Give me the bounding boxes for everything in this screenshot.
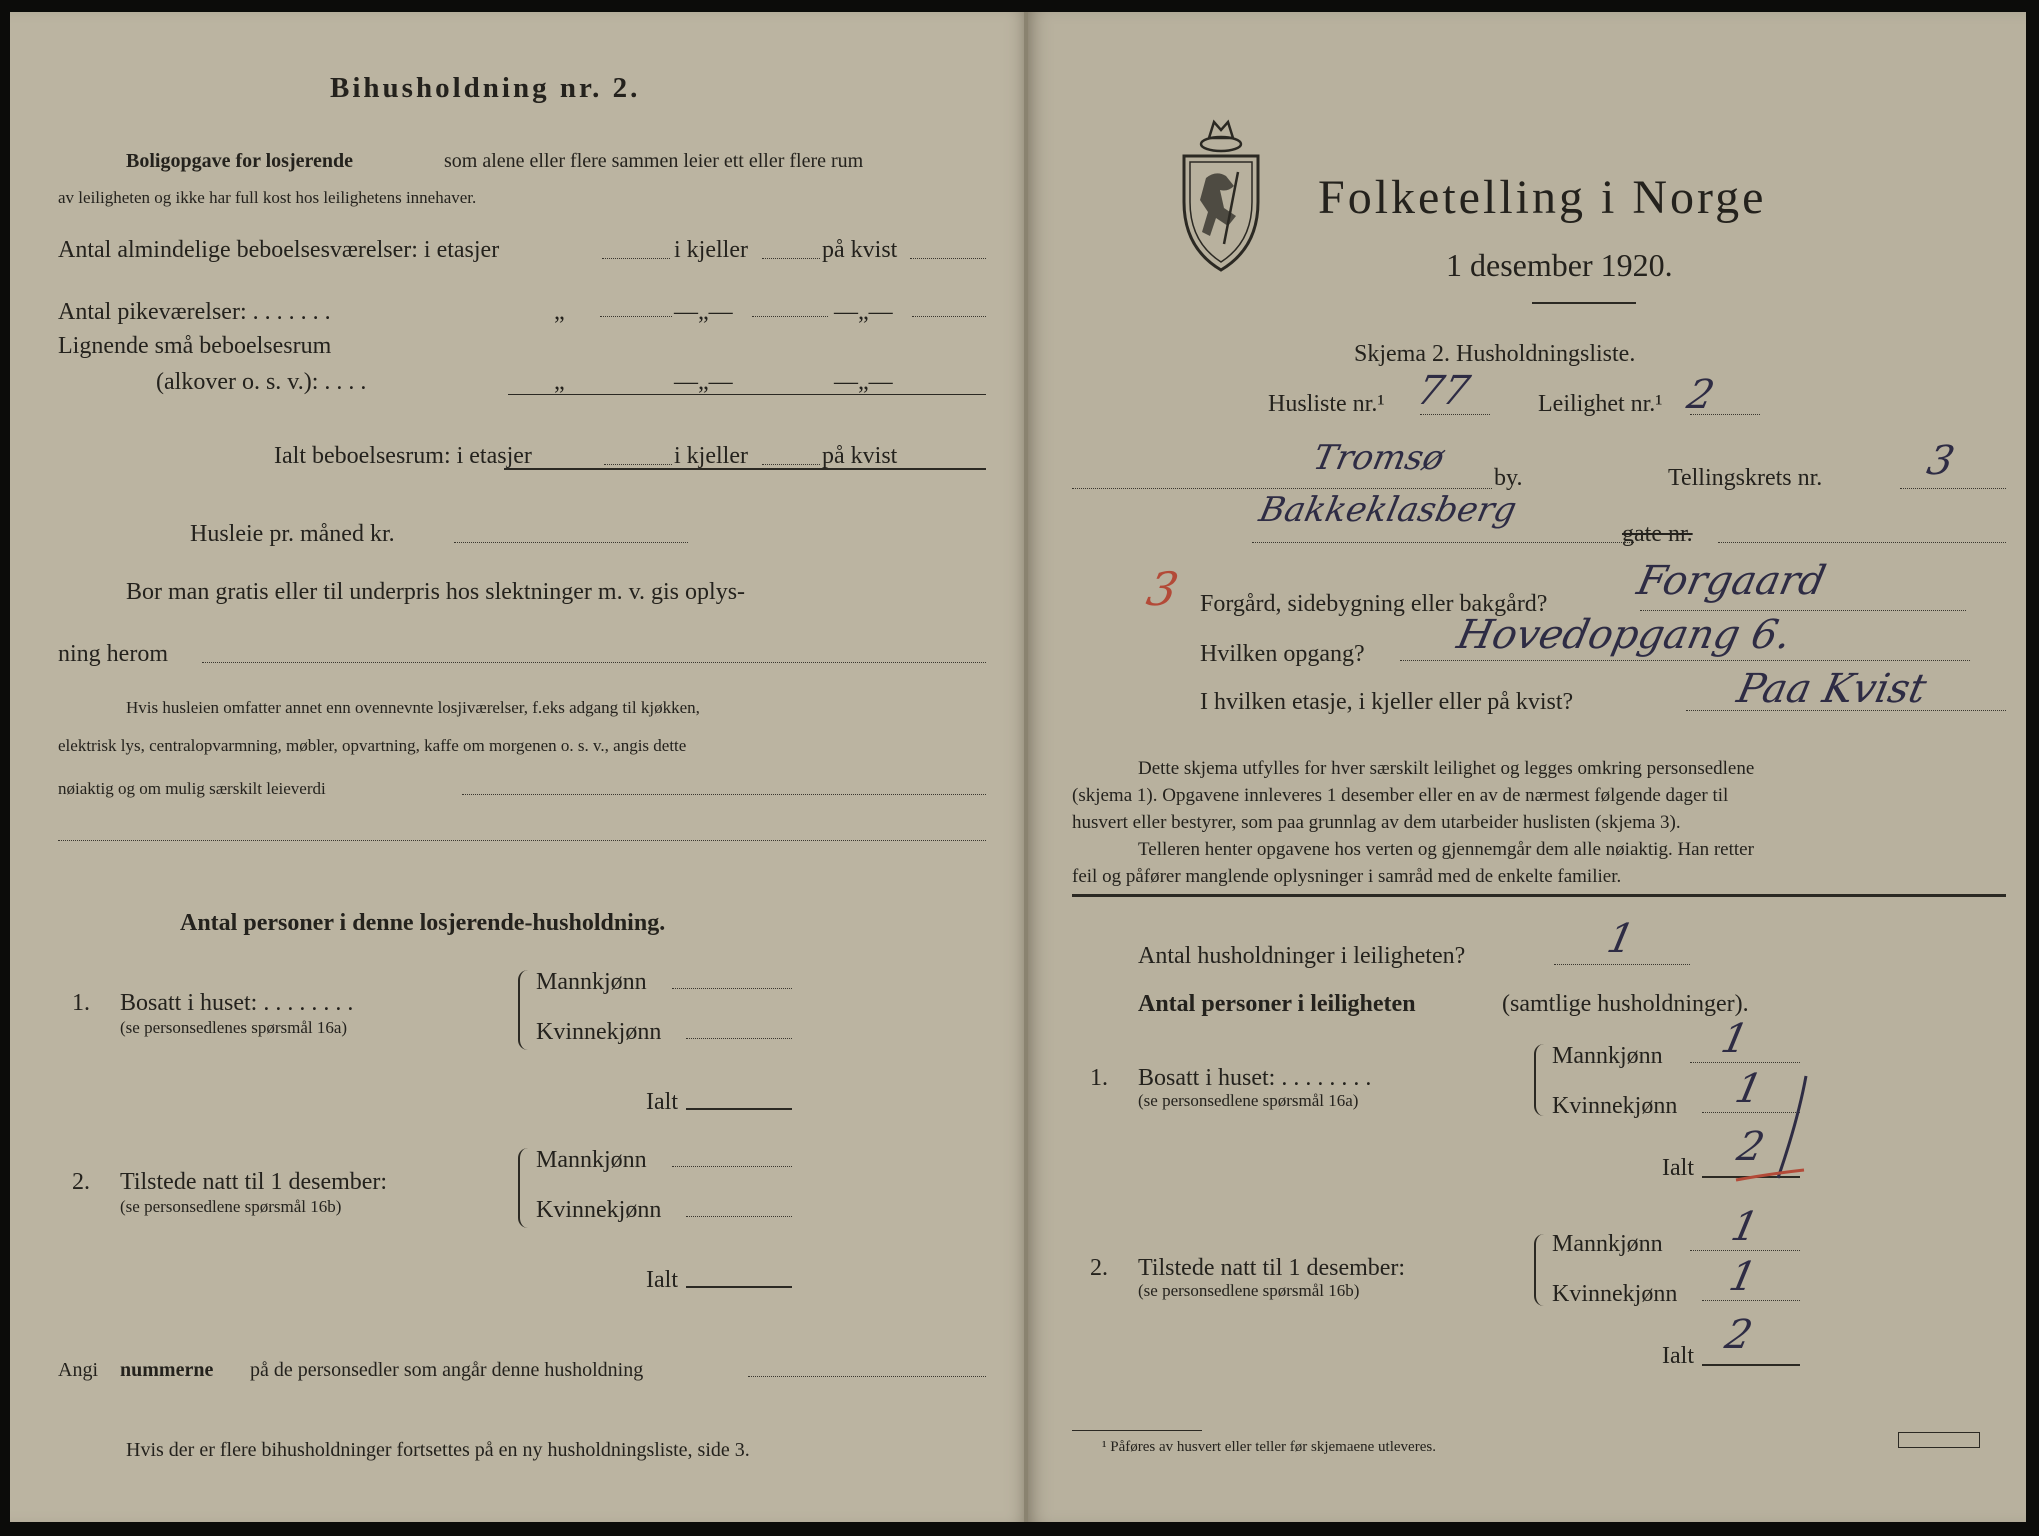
pike-line-2 [752, 316, 828, 317]
right-q2-mann-value: 1 [1727, 1204, 1763, 1250]
krets-line [1900, 488, 2006, 489]
left-q2-ialt: Ialt [646, 1267, 678, 1293]
left-q2-label: Tilstede natt til 1 desember: [120, 1169, 388, 1195]
left-q1-sub: (se personsedlenes spørsmål 16a) [120, 1018, 348, 1037]
gate-line [1252, 542, 1634, 543]
angi-bold: nummerne [120, 1359, 214, 1381]
ialt-label: Ialt beboelsesrum: i etasjer [274, 443, 532, 469]
hush-value: 1 [1603, 916, 1639, 962]
pike-label: Antal pikeværelser: . . . . . . . [58, 299, 331, 325]
left-q2-ialt-line [686, 1286, 792, 1288]
ialt-underline [504, 468, 986, 470]
skjema-label: Skjema 2. Husholdningsliste. [1354, 341, 1636, 367]
left-q1-kvinne: Kvinnekjønn [536, 1019, 662, 1045]
left-q2-kvinne: Kvinnekjønn [536, 1197, 662, 1223]
etasje-value: Paa Kvist [1733, 666, 1931, 712]
footnote-rule [1072, 1430, 1202, 1431]
husliste-label: Husliste nr.¹ [1268, 391, 1385, 417]
left-q1-label: Bosatt i huset: . . . . . . . . [120, 990, 354, 1016]
right-q2-mann-line [1690, 1250, 1800, 1251]
leilighet-label: Leilighet nr.¹ [1538, 391, 1663, 417]
rooms-kvist: på kvist [822, 237, 898, 263]
alkover-ditto-2: —„— [674, 369, 733, 395]
left-q1-num: 1. [72, 990, 90, 1016]
right-q2-num: 2. [1090, 1255, 1108, 1281]
right-q1-mann-value: 1 [1717, 1016, 1753, 1062]
forgaard-line [1640, 610, 1966, 611]
check-mark-icon [1728, 1070, 1818, 1190]
gratis-line [202, 662, 986, 663]
coat-of-arms-icon [1176, 116, 1266, 276]
instruction-3: husvert eller bestyrer, som paa grunnlag av dem utarbeider huslisten (skjema 3). [1072, 812, 1681, 833]
right-q2-brace [1534, 1234, 1548, 1306]
census-form-spread [10, 12, 2026, 1522]
opgang-value: Hovedopgang 6. [1453, 612, 1796, 658]
rooms-kvist-line [910, 258, 986, 259]
right-q2-label: Tilstede natt til 1 desember: [1138, 1255, 1406, 1281]
gratis-line2: ning herom [58, 641, 168, 667]
omfatter-line3: nøiaktig og om mulig særskilt leieverdi [58, 779, 326, 798]
ialt-kjeller-line [762, 464, 820, 465]
gate-line-2 [1718, 542, 2006, 543]
alkover-ditto-3: —„— [834, 369, 893, 395]
right-q2-kvinne-value: 1 [1725, 1254, 1761, 1300]
by-value: Tromsø [1309, 438, 1448, 478]
right-q2-kvinne-line [1702, 1300, 1800, 1301]
right-q1-mann: Mannkjønn [1552, 1043, 1663, 1069]
rooms-label: Antal almindelige beboelsesværelser: i etasjer [58, 237, 500, 263]
right-q1-num: 1. [1090, 1065, 1108, 1091]
rooms-etasjer-line [602, 258, 670, 259]
husleie-line [454, 542, 688, 543]
ialt-kvist: på kvist [822, 443, 898, 469]
left-q1-brace [518, 970, 532, 1050]
right-q1-sub: (se personsedlene spørsmål 16a) [1138, 1091, 1359, 1110]
gate-label: gate nr. [1622, 521, 1693, 547]
margin-mark: 3 [1142, 562, 1184, 616]
right-q2-kvinne: Kvinnekjønn [1552, 1281, 1678, 1307]
alkover-underline [508, 394, 986, 395]
intro-line2: av leiligheten og ikke har full kost hos leilighetens innehaver. [58, 188, 477, 207]
right-q1-label: Bosatt i huset: . . . . . . . . [1138, 1065, 1372, 1091]
right-q2-sub: (se personsedlene spørsmål 16b) [1138, 1281, 1360, 1300]
instruction-5: feil og påfører manglende oplysninger i samråd med de enkelte familier. [1072, 866, 1622, 887]
footnote: ¹ Påføres av husvert eller teller før skjemaene utleveres. [1102, 1439, 1436, 1455]
forgaard-label: Forgård, sidebygning eller bakgård? [1200, 591, 1548, 617]
by-label: by. [1494, 465, 1523, 491]
by-line [1072, 488, 1492, 489]
left-q2-sub: (se personsedlene spørsmål 16b) [120, 1197, 342, 1216]
leilighet-line [1690, 414, 1760, 415]
left-q1-kvinne-line [686, 1038, 792, 1039]
pike-ditto-2: —„— [674, 299, 733, 325]
intro-rest: som alene eller flere sammen leier ett eller flere rum [444, 150, 864, 172]
right-q1-mann-line [1690, 1062, 1800, 1063]
left-q1-ialt: Ialt [646, 1089, 678, 1115]
right-q1-kvinne: Kvinnekjønn [1552, 1093, 1678, 1119]
angi-pre: Angi [58, 1359, 98, 1381]
left-q1-mann: Mannkjønn [536, 969, 647, 995]
intro-bold: Boligopgave for losjerende [126, 150, 354, 172]
husleie-label: Husleie pr. måned kr. [190, 521, 395, 547]
left-page [10, 12, 1026, 1522]
left-persons-heading: Antal personer i denne losjerende-husholdning. [180, 910, 666, 936]
angi-post: på de personsedler som angår denne husholdning [250, 1359, 644, 1381]
hush-line [1554, 964, 1690, 965]
opgang-line [1400, 660, 1970, 661]
right-q2-ialt-value: 2 [1721, 1312, 1757, 1358]
section-rule [1072, 894, 2006, 897]
husliste-line [1420, 414, 1490, 415]
right-q1-brace [1534, 1044, 1548, 1116]
leilighet-value: 2 [1683, 372, 1719, 418]
etasje-line [1686, 710, 2006, 711]
lignende-label: Lignende små beboelsesrum [58, 333, 332, 359]
pike-ditto-3: —„— [834, 299, 893, 325]
rooms-kjeller: i kjeller [674, 237, 748, 263]
alkover-ditto: „ [554, 369, 565, 395]
left-q2-brace [518, 1148, 532, 1228]
gratis-line1: Bor man gratis eller til underpris hos slektninger m. v. gis oplys- [126, 579, 746, 605]
right-q2-ialt-line [1702, 1364, 1800, 1366]
date-underline [1532, 302, 1636, 304]
left-q2-kvinne-line [686, 1216, 792, 1217]
right-q1-ialt-value: 2 [1733, 1124, 1769, 1170]
persons-rest: (samtlige husholdninger). [1502, 991, 1749, 1017]
omfatter-line1: Hvis husleien omfatter annet enn ovennevnte losjiværelser, f.eks adgang til kjøkken, [126, 698, 700, 717]
krets-value: 3 [1923, 438, 1959, 484]
forgaard-value: Forgaard [1633, 558, 1830, 604]
printer-stamp [1898, 1432, 1980, 1448]
angi-line [748, 1376, 986, 1377]
pike-line-1 [600, 316, 672, 317]
hush-label: Antal husholdninger i leiligheten? [1138, 943, 1466, 969]
leieverdi-line [462, 794, 986, 795]
pike-ditto: „ [554, 299, 565, 325]
opgang-label: Hvilken opgang? [1200, 641, 1365, 667]
ialt-kjeller: i kjeller [674, 443, 748, 469]
right-page [1028, 12, 2026, 1522]
left-q1-ialt-line [686, 1108, 792, 1110]
right-q1-kvinne-value: 1 [1731, 1066, 1767, 1112]
left-q1-mann-line [672, 988, 792, 989]
krets-label: Tellingskrets nr. [1668, 465, 1823, 491]
right-q2-mann: Mannkjønn [1552, 1231, 1663, 1257]
right-q2-ialt: Ialt [1662, 1343, 1694, 1369]
left-q2-mann: Mannkjønn [536, 1147, 647, 1173]
instruction-2: (skjema 1). Opgavene innleveres 1 desember eller en av de nærmest følgende dager til [1072, 785, 1729, 806]
husliste-value: 77 [1413, 368, 1474, 414]
alkover-label: (alkover o. s. v.): . . . . [156, 369, 367, 395]
etasje-label: I hvilken etasje, i kjeller eller på kvist? [1200, 689, 1574, 715]
ialt-etasjer-line [604, 464, 672, 465]
persons-bold: Antal personer i leiligheten [1138, 991, 1416, 1017]
omfatter-line2: elektrisk lys, centralopvarmning, møbler, opvartning, kaffe om morgenen o. s. v., angis dette [58, 736, 687, 755]
right-q1-ialt: Ialt [1662, 1155, 1694, 1181]
left-title: Bihusholdning nr. 2. [330, 72, 641, 104]
left-q2-mann-line [672, 1166, 792, 1167]
census-date: 1 desember 1920. [1446, 247, 1673, 283]
leieverdi-line-2 [58, 840, 986, 841]
flere-note: Hvis der er flere bihusholdninger fortsettes på en ny husholdningsliste, side 3. [126, 1439, 750, 1461]
left-q2-num: 2. [72, 1169, 90, 1195]
instruction-1: Dette skjema utfylles for hver særskilt leilighet og legges omkring personsedlene [1138, 758, 1755, 779]
pike-line-3 [912, 316, 986, 317]
instruction-4: Telleren henter opgavene hos verten og gjennemgår dem alle nøiaktig. Han retter [1138, 839, 1754, 860]
right-title: Folketelling i Norge [1318, 171, 1767, 224]
rooms-kjeller-line [762, 258, 820, 259]
gate-value: Bakkeklasberg [1255, 490, 1520, 530]
